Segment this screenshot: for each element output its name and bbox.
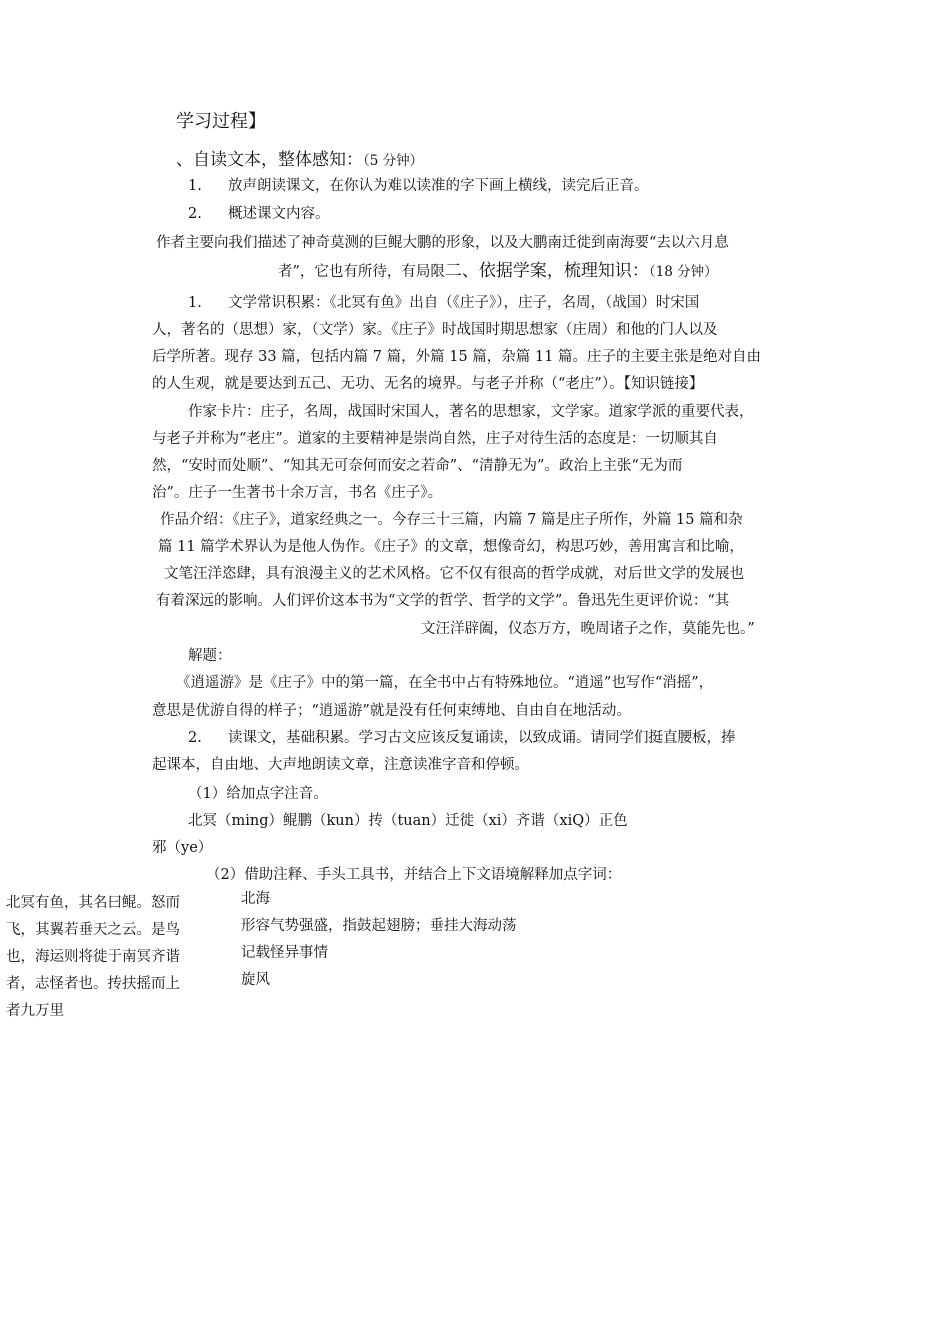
item1-2: [188, 201, 330, 228]
author-card-line-2: 与老子并称为“老庄”。道家的主要精神是崇尚自然，庄子对待生活的态度是：一切顺其自: [152, 431, 718, 447]
author-card-line-3: 然，“安时而处顺”、“知其无可奈何而安之若命”、“清静无为”。政治上主张“无为而: [152, 458, 683, 474]
passage-line-4: 者，志怪者也。抟扶摇而上: [6, 976, 180, 992]
item2-1-line-1: [188, 290, 699, 317]
item-number: 2.: [188, 730, 202, 746]
sub2-label: （2）借助注释、手头工具书，并结合上下文语境解释加点字词：: [206, 867, 622, 883]
sub1-pinyin-line-1: 北冥（ming）鲲鹏（kun）抟（tuan）迁徙（xi）齐谐（xiQ）正色: [188, 813, 628, 829]
item-number: 1.: [188, 178, 202, 194]
item1-1: [188, 173, 649, 200]
summary-line-2: [278, 258, 718, 286]
section1-heading: [176, 145, 423, 170]
gloss-1: 北海: [241, 891, 270, 907]
item-number: 2.: [188, 206, 202, 222]
work-intro-line-3: 文笔汪洋恣肆，具有浪漫主义的艺术风格。它不仅有很高的哲学成就，对后世文学的发展也: [164, 566, 744, 582]
item-number: 1.: [188, 295, 202, 311]
gloss-2: 形容气势强盛，指鼓起翅膀；垂挂大海动荡: [241, 918, 517, 934]
author-card-line-1: 作家卡片：庄子，名周，战国时宋国人，著名的思想家，文学家。道家学派的重要代表，: [188, 404, 754, 420]
item2-2-line-2: 起课本，自由地、大声地朗读文章，注意读准字音和停顿。: [152, 757, 529, 773]
jieti-line-2: 意思是优游自得的样子；“逍遥游”就是没有任何束缚地、自由自在地活动。: [152, 703, 631, 719]
item2-2-line-1: [188, 725, 736, 752]
section2-time: （18 分钟）: [648, 264, 718, 280]
sub1-label: （1）给加点字注音。: [188, 786, 328, 802]
item-text: 概述课文内容。: [228, 206, 330, 222]
passage-line-5: 者九万里: [6, 1003, 64, 1019]
section1-time: （5 分钟）: [363, 153, 424, 169]
work-intro-line-2: 篇 11 篇学术界认为是他人伪作。《庄子》的文章，想像奇幻，构思巧妙，善用寓言和比喻，: [158, 539, 744, 555]
item2-1-line-4: 的人生观，就是要达到五己、无功、无名的境界。与老子并称（“老庄”）。【知识链接】: [152, 376, 704, 392]
jieti-line-1: 《逍遥游》是《庄子》中的第一篇，在全书中占有特殊地位。“逍遥”也写作“消摇”，: [176, 675, 714, 691]
summary-line-1: 作者主要向我们描述了神奇莫测的巨鲲大鹏的形象，以及大鹏南迁徙到南海要“去以六月息: [156, 235, 729, 251]
item-text: 读课文，基础积累。学习古文应该反复诵读，以致成诵。请同学们挺直腰板，捧: [228, 730, 736, 746]
section2-title: 二、依据学案，梳理知识：: [444, 261, 649, 281]
sub1-pinyin-line-2: 邪（ye）: [152, 840, 213, 856]
passage-line-3: 也，海运则将徙于南冥齐谐: [6, 949, 180, 965]
gloss-4: 旋风: [241, 972, 270, 988]
work-intro-line-1: 作品介绍：《庄子》，道家经典之一。今存三十三篇，内篇 7 篇是庄子所作，外篇 15 篇和杂: [160, 512, 743, 528]
gloss-3: 记载怪异事情: [241, 945, 328, 961]
section1-title: 、自读文本，整体感知：: [176, 150, 363, 170]
page-heading: 学习过程】: [176, 111, 266, 132]
work-intro-line-4: 有着深远的影响。人们评价这本书为“文学的哲学、哲学的文学”。鲁迅先生更评价说：“其: [156, 593, 730, 609]
passage-line-2: 飞，其翼若垂天之云。是鸟: [6, 922, 180, 938]
item2-1-line-2: 人，著名的（思想）家，（文学）家。《庄子》时战国时期思想家（庄周）和他的门人以及: [152, 322, 718, 338]
item2-1-line-3: 后学所著。现存 33 篇，包括内篇 7 篇，外篇 15 篇，杂篇 11 篇。庄子的主要主张是绝对自由: [152, 349, 761, 365]
jieti-label: 解题：: [188, 648, 232, 664]
passage-line-1: 北冥有鱼，其名曰鲲。怒而: [6, 895, 180, 911]
summary-line-2-text: 者”，它也有所待，有局限: [278, 264, 445, 280]
author-card-line-4: 治”。庄子一生著书十余万言，书名《庄子》。: [152, 485, 443, 501]
work-intro-line-5: 文汪洋辟阖，仪态万方，晚周诸子之作，莫能先也。”: [421, 621, 755, 637]
item-text: 放声朗读课文，在你认为难以读准的字下画上横线，读完后正音。: [228, 178, 649, 194]
item-text: 文学常识积累：《北冥有鱼》出自（《庄子》），庄子，名周，（战国）时宋国: [228, 295, 700, 311]
